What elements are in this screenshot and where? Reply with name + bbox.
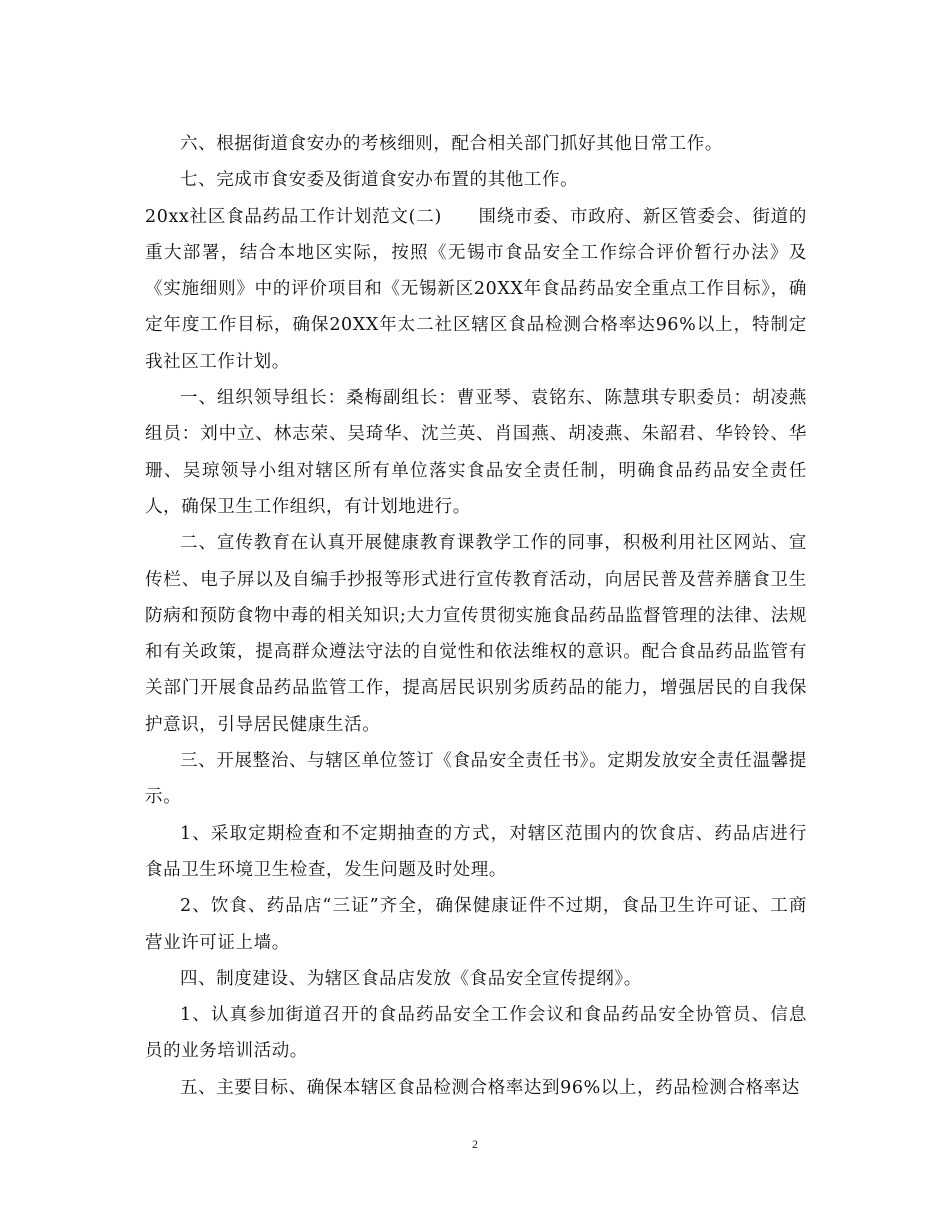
document-body (145, 126, 807, 1106)
paragraph-system-building: 四、制度建设、为辖区食品店发放《食品安全宣传提纲》。 (180, 968, 642, 989)
paragraph-rectification: 三、开展整治、与辖区单位签订《食品安全责任书》。定期发放安全责任温馨提示。 (145, 751, 807, 808)
paragraph-organization: 一、组织领导组长：桑梅副组长：曹亚琴、袁铭东、陈慧琪专职委员：胡凌燕组员：刘中立、林志荣、吴琦华、沈兰英、肖国燕、胡凌燕、朱韶君、华铃铃、华珊、吴琼领导小组对辖区所有单位落实食品安全责任制，明确食品药品安全责任人，确保卫生工作组织，有计划地进行。 (145, 388, 807, 517)
paragraph-certificates: 2、饮食、药品店“三证”齐全，确保健康证件不过期，食品卫生许可证、工商营业许可证上墙。 (145, 896, 807, 953)
paragraph-training: 1、认真参加街道召开的食品药品安全工作会议和食品药品安全协管员、信息员的业务培训活动。 (145, 1005, 807, 1062)
paragraph-main-goals: 五、主要目标、确保本辖区食品检测合格率达到96%以上，药品检测合格率达 (180, 1077, 800, 1098)
paragraph-item-7: 七、完成市食安委及街道食安办布置的其他工作。 (180, 170, 579, 191)
plan-intro-paragraph: 20xx社区食品药品工作计划范文(二) 围绕市委、市政府、新区管委会、街道的重大部署，结合本地区实际，按照《无锡市食品安全工作综合评价暂行办法》及《实施细则》中的评价项目和《无锡新区20XX年食品药品安全重点工作目标》，确定年度工作目标，确保20XX年太二社区辖区食品检测合格率达96%以上，特制定我社区工作计划。 (145, 206, 807, 372)
paragraph-education: 二、宣传教育在认真开展健康教育课教学工作的同事，积极利用社区网站、宣传栏、电子屏以及自编手抄报等形式进行宣传教育活动，向居民普及营养膳食卫生防病和预防食物中毒的相关知识;大力宣传贯彻实施食品药品监督管理的法律、法规和有关政策，提高群众遵法守法的自觉性和依法维权的意识。配合食品药品监管有关部门开展食品药品监管工作，提高居民识别劣质药品的能力，增强居民的自我保护意识，引导居民健康生活。 (145, 533, 807, 735)
paragraph-item-6: 六、根据街道食安办的考核细则，配合相关部门抓好其他日常工作。 (180, 134, 723, 154)
paragraph-inspection: 1、采取定期检查和不定期抽查的方式，对辖区范围内的饮食店、药品店进行食品卫生环境卫生检查，发生问题及时处理。 (145, 823, 807, 880)
page-number: 2 (472, 1137, 478, 1151)
